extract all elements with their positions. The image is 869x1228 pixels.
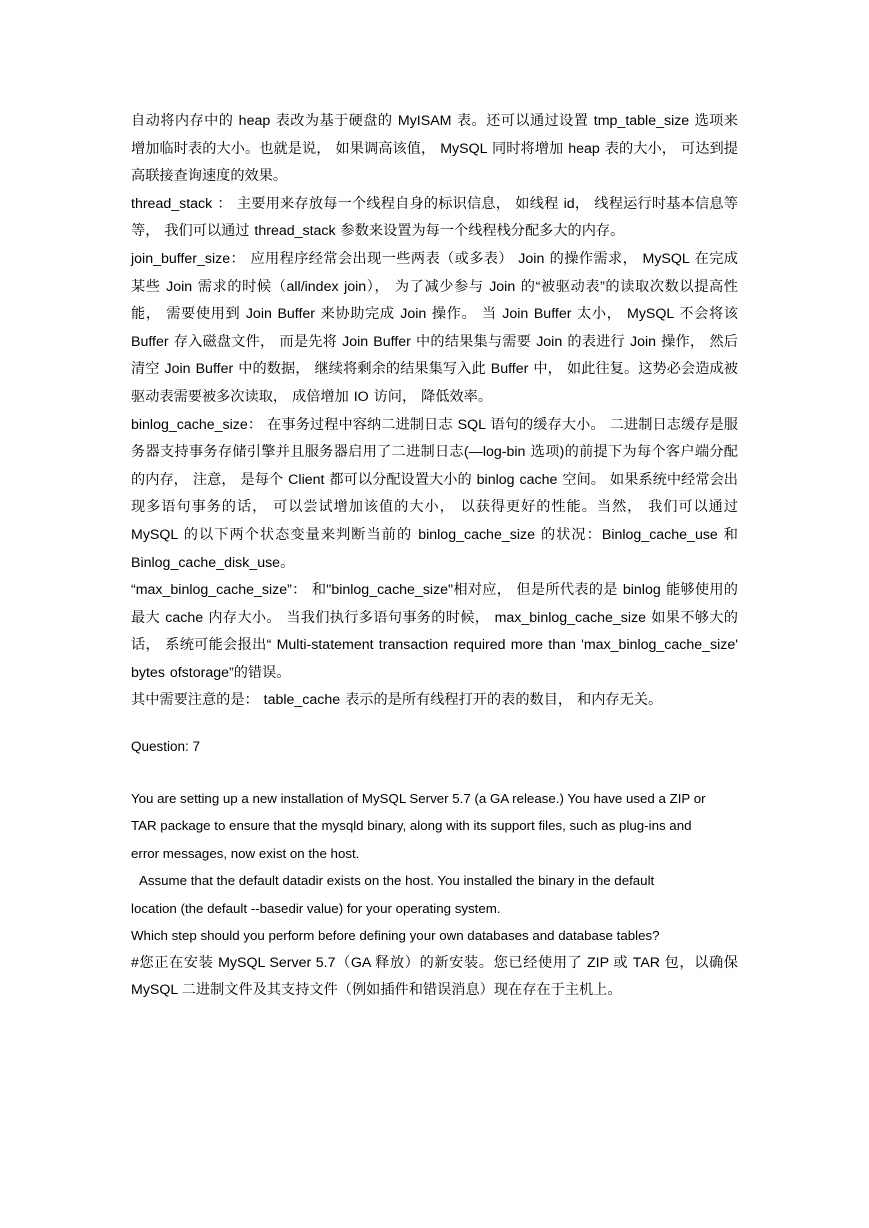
paragraph-heap-table: 自动将内存中的 heap 表改为基于硬盘的 MyISAM 表。还可以通过设置 tmp_table_size 选项来增加临时表的大小。也就是说， 如果调高该值， MySQL 同时将增加 heap 表的大小， 可达到提高联接查询速度的效果。 [131,113,738,185]
question-line: You are setting up a new installation of MySQL Server 5.7 (a GA release.) You have used a ZIP or [131,791,706,807]
paragraph-thread-stack: thread_stack ： 主要用来存放每一个线程自身的标识信息， 如线程 id， 线程运行时基本信息等等， 我们可以通过 thread_stack 参数来设置为每一个线程栈分配多大的内存。 [131,195,738,240]
question-translation: #您正在安装 MySQL Server 5.7（GA 释放）的新安装。您已经使用了 ZIP 或 TAR 包，以确保 MySQL 二进制文件及其支持文件（例如插件和错误消息）现在存在于主机上。 [131,954,738,999]
document-page [131,108,738,1005]
question-line: location (the default --basedir value) for your operating system. [131,900,501,916]
paragraph-table-cache: 其中需要注意的是： table_cache 表示的是所有线程打开的表的数目， 和内存无关。 [131,692,663,709]
paragraph-max-binlog-cache-size: “max_binlog_cache_size”： 和"binlog_cache_size"相对应， 但是所代表的是 binlog 能够使用的最大 cache 内存大小。 当我们执行多语句事务的时候， max_binlog_cache_size 如果不够大的话， 系统可能会报出“ Multi-statement transaction required more than 'max_binlog_cache_size' bytes ofstorage”的错误。 [131,582,738,681]
question-line: TAR package to ensure that the mysqld binary, along with its support files, such as plug-ins and [131,818,692,834]
paragraph-join-buffer-size: join_buffer_size： 应用程序经常会出现一些两表（或多表） Join 的操作需求， MySQL 在完成某些 Join 需求的时候（all/index join）， 为了减少参与 Join 的“被驱动表”的读取次数以提高性能， 需要使用到 Join Buffer 来协助完成 Join 操作。 当 Join Buffer 太小， MySQL 不会将该 Buffer 存入磁盘文件， 而是先将 Join Buffer 中的结果集与需要 Join 的表进行 Join 操作， 然后清空 Join Buffer 中的数据， 继续将剩余的结果集写入此 Buffer 中， 如此往复。这势必会造成被驱动表需要被多次读取， 成倍增加 IO 访问， 降低效率。 [131,250,738,405]
paragraph-binlog-cache-size: binlog_cache_size： 在事务过程中容纳二进制日志 SQL 语句的缓存大小。 二进制日志缓存是服务器支持事务存储引擎并且服务器启用了二进制日志(—log-bin 选项)的前提下为每个客户端分配的内存， 注意， 是每个 Client 都可以分配设置大小的 binlog cache 空间。 如果系统中经常会出现多语句事务的话， 可以尝试增加该值的大小， 以获得更好的性能。当然， 我们可以通过 MySQL 的以下两个状态变量来判断当前的 binlog_cache_size 的状况：Binlog_cache_use 和 Binlog_cache_disk_use。 [131,416,738,571]
question-line: error messages, now exist on the host. [131,845,360,861]
question-line: Which step should you perform before defining your own databases and database tables? [131,928,660,944]
question-line: Assume that the default datadir exists on the host. You installed the binary in the default [139,873,655,889]
question-heading: Question: 7 [131,739,201,755]
